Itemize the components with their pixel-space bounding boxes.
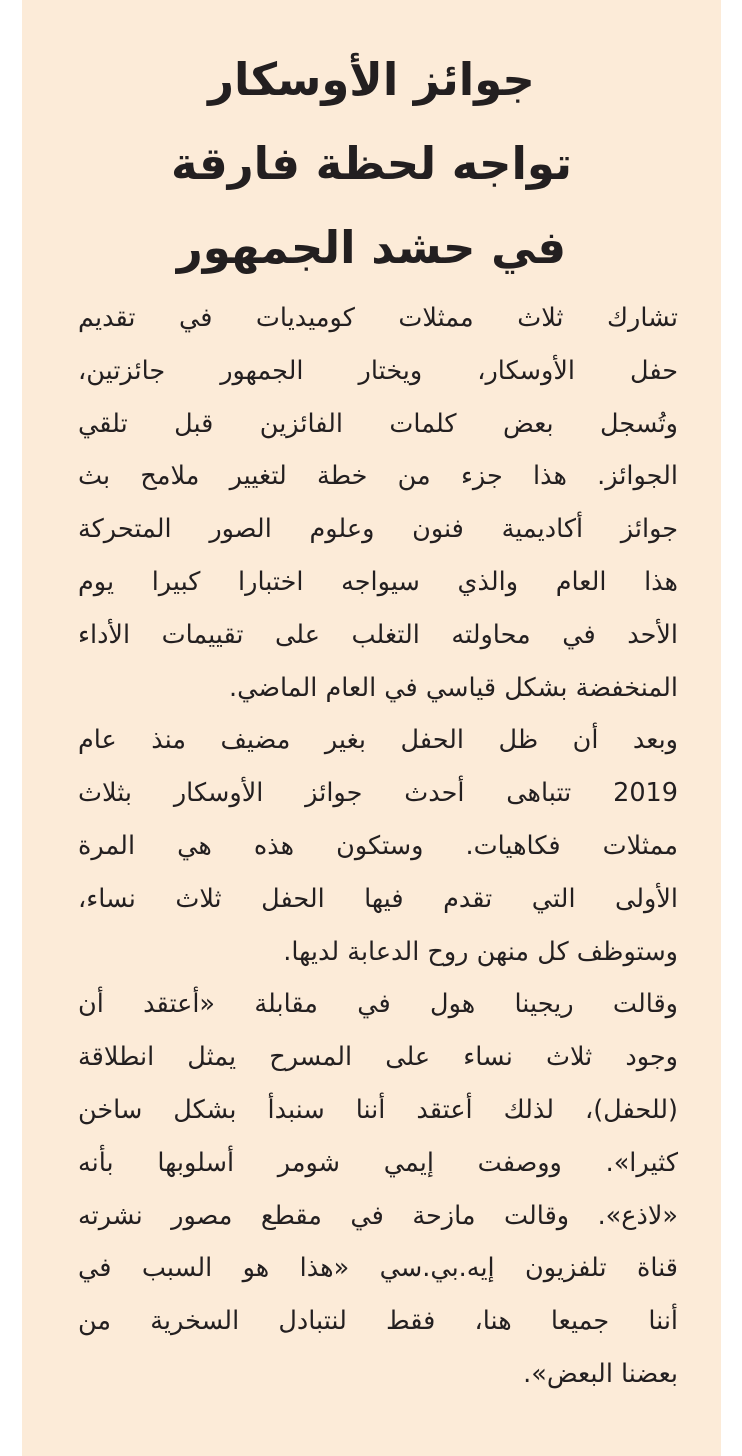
newspaper-clipping xyxy=(22,0,721,1456)
paragraph-line: الأحد في محاولته التغلب على تقييمات الأداء xyxy=(78,619,678,650)
paragraph-line: وبعد أن ظل الحفل بغير مضيف منذ عام xyxy=(78,725,678,756)
article-body xyxy=(78,292,678,1401)
article-paragraph-2 xyxy=(78,714,678,978)
paragraph-line: أننا جميعا هنا، فقط لنتبادل السخرية من xyxy=(78,1306,678,1337)
paragraph-line: «لاذع». وقالت مازحة في مقطع مصور نشرته xyxy=(78,1200,678,1231)
paragraph-line: وجود ثلاث نساء على المسرح يمثل انطلاقة xyxy=(78,1042,678,1073)
article-paragraph-3 xyxy=(78,978,678,1400)
paragraph-line: المنخفضة بشكل قياسي في العام الماضي. xyxy=(228,672,678,703)
article-paragraph-1 xyxy=(78,292,678,714)
paragraph-line: الأولى التي تقدم فيها الحفل ثلاث نساء، xyxy=(78,883,678,914)
paragraph-line: قناة تلفزيون إيه.بي.سي «هذا هو السبب في xyxy=(78,1253,678,1284)
paragraph-line: وستوظف كل منهن روح الدعابة لديها. xyxy=(283,936,678,967)
paragraph-line: بعضنا البعض». xyxy=(523,1358,678,1389)
paragraph-line: (للحفل)، لذلك أعتقد أننا سنبدأ بشكل ساخن xyxy=(78,1094,678,1125)
paragraph-line: وقالت ريجينا هول في مقابلة «أعتقد أن xyxy=(78,989,678,1020)
paragraph-line: حفل الأوسكار، ويختار الجمهور جائزتين، xyxy=(78,355,678,386)
paragraph-line: تشارك ثلاث ممثلات كوميديات في تقديم xyxy=(78,303,678,333)
headline-line-1: جوائز الأوسكار xyxy=(208,53,535,106)
headline-line-2: تواجه لحظة فارقة xyxy=(170,137,573,190)
headline-line-3: في حشد الجمهور xyxy=(176,221,567,274)
paragraph-line: 2019 تتباهى أحدث جوائز الأوسكار بثلاث xyxy=(78,778,678,809)
paragraph-line: هذا العام والذي سيواجه اختبارا كبيرا يوم xyxy=(78,566,678,597)
paragraph-line: جوائز أكاديمية فنون وعلوم الصور المتحركة xyxy=(78,514,678,545)
article-headline xyxy=(22,38,721,290)
paragraph-line: كثيرا». ووصفت إيمي شومر أسلوبها بأنه xyxy=(78,1147,678,1178)
paragraph-line: ممثلات فكاهيات. وستكون هذه هي المرة xyxy=(78,830,678,861)
paragraph-line: وتُسجل بعض كلمات الفائزين قبل تلقي xyxy=(78,408,678,439)
paragraph-line: الجوائز. هذا جزء من خطة لتغيير ملامح بث xyxy=(78,461,678,492)
